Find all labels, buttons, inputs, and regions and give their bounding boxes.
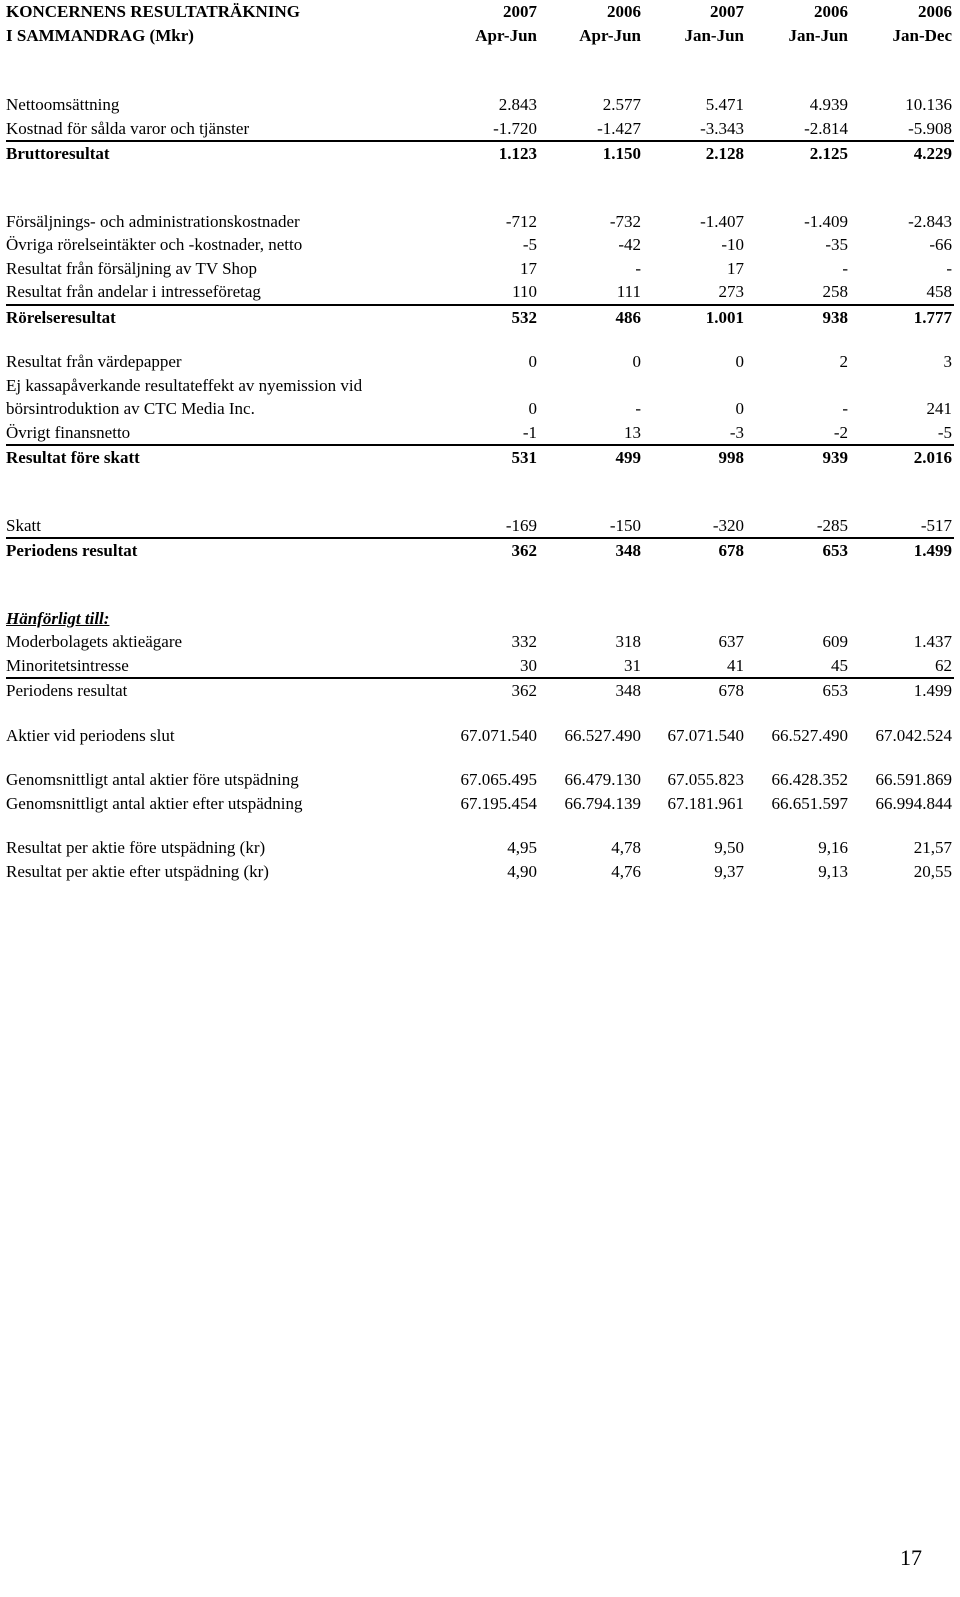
- table-cell-value: 67.065.495: [460, 770, 537, 789]
- table-cell-value: 66.428.352: [771, 770, 848, 789]
- table-cell-value: 17: [520, 258, 537, 278]
- table-cell-value: 531: [511, 448, 537, 467]
- row-label: Periodens resultat: [6, 681, 128, 700]
- table-cell-value: 1.499: [913, 541, 952, 560]
- col-year: 2006: [814, 2, 848, 21]
- table-cell-value: 9,37: [714, 861, 744, 881]
- table-cell-value: 3: [943, 352, 952, 371]
- table-cell-value: 4.939: [809, 95, 848, 114]
- table-cell-value: -2: [833, 422, 848, 442]
- table-cell-value: -: [635, 399, 641, 418]
- table-cell-value: 66.651.597: [771, 793, 848, 813]
- table-cell-value: 67.181.961: [667, 793, 744, 813]
- table-cell-value: 2.016: [913, 448, 952, 467]
- table-cell-value: 0: [735, 352, 744, 371]
- table-cell-value: 66.479.130: [564, 770, 641, 789]
- table-cell-value: 998: [718, 448, 744, 467]
- table-cell-value: 1.499: [913, 681, 952, 700]
- col-year: 2007: [503, 2, 537, 21]
- table-row: [6, 350, 954, 374]
- row-label: Kostnad för sålda varor och tjänster: [6, 118, 250, 138]
- table-cell-value: 499: [615, 448, 641, 467]
- table-cell-value: 2: [839, 352, 848, 371]
- table-cell-value: 348: [615, 681, 641, 700]
- table-cell-value: 362: [511, 541, 537, 560]
- table-row: [6, 630, 954, 654]
- row-label: Moderbolagets aktieägare: [6, 632, 183, 651]
- table-cell-value: -: [635, 258, 641, 278]
- table-cell-value: 67.195.454: [460, 793, 537, 813]
- table-cell-value: 41: [727, 655, 744, 675]
- table-cell-value: -2.814: [804, 118, 848, 138]
- table-cell-value: 938: [822, 307, 848, 327]
- row-label: Resultat från försäljning av TV Shop: [6, 258, 258, 278]
- table-cell-value: 1.150: [602, 144, 641, 163]
- row-label: Ej kassapåverkande resultateffekt av nyemission vid: [6, 375, 363, 395]
- table-cell-value: 67.042.524: [875, 725, 952, 745]
- table-cell-value: 1.437: [913, 632, 952, 651]
- row-label: Bruttoresultat: [6, 144, 110, 163]
- table-cell-value: 362: [511, 681, 537, 700]
- col-year: 2007: [710, 2, 744, 21]
- table-row: [6, 117, 954, 141]
- table-cell-value: 66.527.490: [771, 725, 848, 745]
- table-cell-value: 0: [632, 352, 641, 371]
- table-cell-value: 2.843: [498, 95, 537, 114]
- table-cell-value: -: [842, 258, 848, 278]
- table-cell-value: -1.407: [700, 211, 744, 231]
- table-cell-value: 66.994.844: [875, 793, 952, 813]
- table-cell-value: 17: [727, 258, 744, 278]
- table-cell-value: -3.343: [700, 118, 744, 138]
- table-row-total: [6, 677, 954, 703]
- table-cell-value: 66.794.139: [564, 793, 641, 813]
- table-cell-value: 2.128: [705, 144, 744, 163]
- table-cell-value: 31: [624, 655, 641, 675]
- table-cell-value: 62: [935, 655, 952, 675]
- table-cell-value: 318: [615, 632, 641, 651]
- header-row-periods: [6, 24, 954, 48]
- table-title-line2: I SAMMANDRAG (Mkr): [6, 25, 194, 45]
- table-cell-value: 609: [822, 632, 848, 651]
- table-row-total: [6, 304, 954, 330]
- table-cell-value: 532: [511, 307, 537, 327]
- table-cell-value: 348: [615, 541, 641, 560]
- table-cell-value: -5.908: [908, 118, 952, 138]
- page-number: 17: [900, 1545, 922, 1570]
- table-cell-value: -320: [712, 515, 744, 535]
- table-cell-value: -66: [929, 235, 952, 254]
- table-cell-value: -: [946, 258, 952, 278]
- table-cell-value: -5: [937, 422, 952, 442]
- table-cell-value: 67.071.540: [460, 725, 537, 745]
- col-period: Apr-Jun: [475, 25, 537, 45]
- table-row-total: [6, 444, 954, 470]
- table-cell-value: -712: [505, 211, 537, 231]
- table-cell-value: 653: [822, 541, 848, 560]
- row-label: Nettoomsättning: [6, 95, 120, 114]
- row-label: Genomsnittligt antal aktier efter utspädning: [6, 793, 303, 813]
- table-cell-value: 2.125: [809, 144, 848, 163]
- col-period: Apr-Jun: [579, 25, 641, 45]
- income-statement: [6, 0, 954, 883]
- table-cell-value: 45: [831, 655, 848, 675]
- table-cell-value: 66.591.869: [875, 770, 952, 789]
- col-year: 2006: [918, 2, 952, 21]
- table-row: [6, 654, 954, 678]
- table-row: [6, 280, 954, 304]
- table-row-total: [6, 537, 954, 563]
- table-cell-value: 0: [528, 399, 537, 418]
- row-label: Periodens resultat: [6, 541, 138, 560]
- row-label: Minoritetsintresse: [6, 655, 129, 675]
- table-cell-value: 5.471: [705, 95, 744, 114]
- table-cell-value: 4,76: [611, 861, 641, 881]
- table-cell-value: 110: [512, 282, 537, 301]
- row-label: Genomsnittligt antal aktier före utspädning: [6, 770, 299, 789]
- table-row: [6, 792, 954, 816]
- table-row: [6, 514, 954, 538]
- table-cell-value: 111: [616, 282, 641, 301]
- table-cell-value: 939: [822, 448, 848, 467]
- row-label: Resultat från andelar i intresseföretag: [6, 282, 261, 301]
- table-row: [6, 374, 954, 398]
- row-label: Skatt: [6, 515, 41, 535]
- row-label: Övriga rörelseintäkter och -kostnader, netto: [6, 235, 303, 254]
- table-cell-value: 13: [624, 422, 641, 442]
- table-cell-value: 4,90: [507, 861, 537, 881]
- table-cell-value: -1.720: [493, 118, 537, 138]
- table-cell-value: 458: [926, 282, 952, 301]
- table-cell-value: -169: [505, 515, 537, 535]
- table-cell-value: 0: [528, 352, 537, 371]
- header-row-years: [6, 0, 954, 24]
- table-cell-value: 2.577: [602, 95, 641, 114]
- col-period: Jan-Jun: [788, 25, 848, 45]
- table-cell-value: 678: [718, 681, 744, 700]
- table-cell-value: 66.527.490: [564, 725, 641, 745]
- table-row: [6, 836, 954, 860]
- table-cell-value: -3: [729, 422, 744, 442]
- table-cell-value: -285: [816, 515, 848, 535]
- table-row: [6, 233, 954, 257]
- table-cell-value: 486: [615, 307, 641, 327]
- section-heading: [6, 607, 954, 631]
- table-row: [6, 860, 954, 884]
- table-cell-value: 653: [822, 681, 848, 700]
- table-cell-value: 678: [718, 541, 744, 560]
- table-row: [6, 210, 954, 234]
- row-label: börsintroduktion av CTC Media Inc.: [6, 399, 255, 418]
- table-cell-value: -1: [522, 422, 537, 442]
- row-label: Aktier vid periodens slut: [6, 725, 175, 745]
- table-cell-value: -150: [609, 515, 641, 535]
- row-label: Övrigt finansnetto: [6, 422, 131, 442]
- table-cell-value: 4.229: [913, 144, 952, 163]
- table-cell-value: -732: [609, 211, 641, 231]
- table-cell-value: 20,55: [913, 861, 952, 881]
- table-cell-value: 637: [718, 632, 744, 651]
- table-cell-value: 1.777: [913, 307, 952, 327]
- table-cell-value: 67.071.540: [667, 725, 744, 745]
- table-cell-value: 9,16: [818, 838, 848, 857]
- table-cell-value: 67.055.823: [667, 770, 744, 789]
- col-year: 2006: [607, 2, 641, 21]
- row-label: Försäljnings- och administrationskostnader: [6, 211, 300, 231]
- table-cell-value: -5: [522, 235, 537, 254]
- col-period: Jan-Jun: [684, 25, 744, 45]
- table-cell-value: 30: [520, 655, 537, 675]
- table-cell-value: 332: [511, 632, 537, 651]
- table-row: [6, 768, 954, 792]
- attributable-heading: Hänförligt till:: [6, 608, 110, 628]
- table-row-total: [6, 140, 954, 166]
- row-label: Resultat per aktie före utspädning (kr): [6, 838, 266, 857]
- table-cell-value: -35: [825, 235, 848, 254]
- table-cell-value: 1.001: [705, 307, 744, 327]
- table-cell-value: 4,95: [507, 838, 537, 857]
- table-row: [6, 724, 954, 748]
- row-label: Resultat före skatt: [6, 448, 140, 467]
- table-cell-value: -1.427: [597, 118, 641, 138]
- row-label: Resultat från värdepapper: [6, 352, 182, 371]
- table-cell-value: 10.136: [905, 95, 952, 114]
- table-cell-value: -42: [618, 235, 641, 254]
- table-cell-value: 21,57: [913, 838, 952, 857]
- col-period: Jan-Dec: [892, 25, 952, 45]
- row-label: Resultat per aktie efter utspädning (kr): [6, 861, 269, 881]
- table-row: [6, 257, 954, 281]
- table-cell-value: 9,50: [714, 838, 744, 857]
- table-cell-value: -10: [721, 235, 744, 254]
- table-row: [6, 93, 954, 117]
- table-cell-value: -: [842, 399, 848, 418]
- table-cell-value: 273: [718, 282, 744, 301]
- table-cell-value: -1.409: [804, 211, 848, 231]
- table-cell-value: 241: [926, 399, 952, 418]
- table-cell-value: -517: [920, 515, 952, 535]
- table-cell-value: 0: [735, 399, 744, 418]
- table-cell-value: 4,78: [611, 838, 641, 857]
- table-cell-value: -2.843: [908, 211, 952, 231]
- table-cell-value: 1.123: [498, 144, 537, 163]
- table-cell-value: 258: [822, 282, 848, 301]
- table-row: [6, 421, 954, 445]
- row-label: Rörelseresultat: [6, 307, 116, 327]
- table-row: [6, 397, 954, 421]
- table-title-line1: KONCERNENS RESULTATRÄKNING: [6, 2, 300, 21]
- table-cell-value: 9,13: [818, 861, 848, 881]
